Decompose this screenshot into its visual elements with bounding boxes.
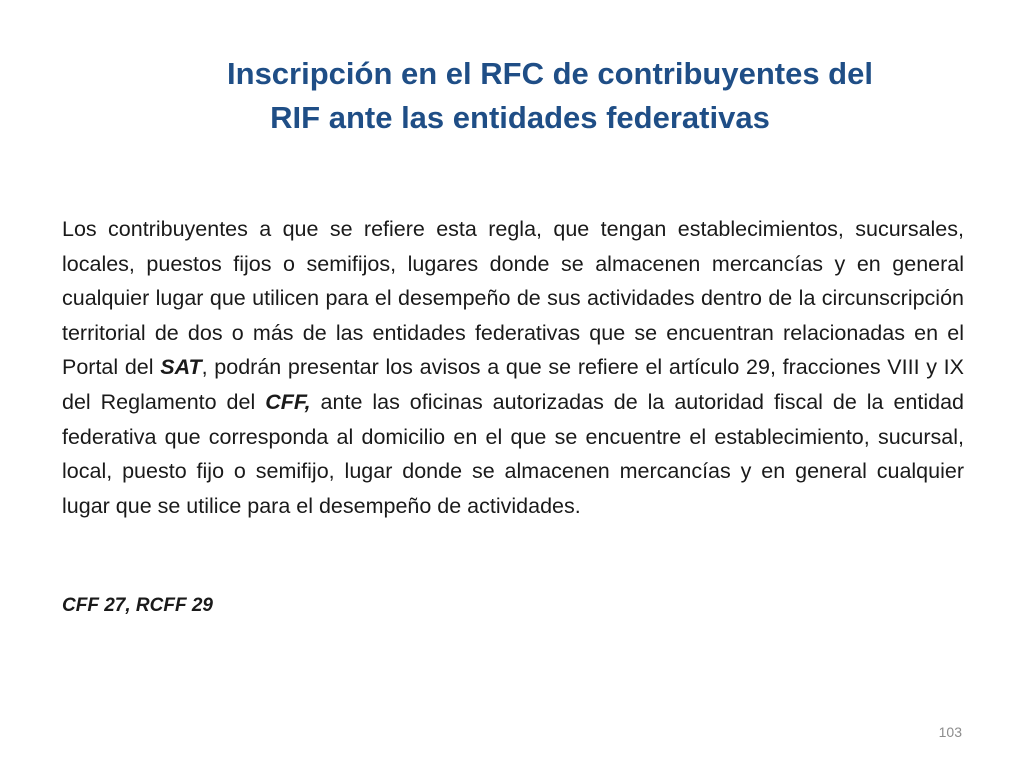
- legal-reference: CFF 27, RCFF 29: [62, 595, 213, 616]
- paragraph-text-part-2: , podrán presentar los avisos a que se refiere el artículo 29, fracciones VIII y IX del Reglamento del: [62, 355, 964, 414]
- title-line-2: RIF ante las entidades federativas: [270, 100, 770, 135]
- cff-emphasis: CFF,: [265, 389, 311, 414]
- paragraph-text-part-1: Los contribuyentes a que se refiere esta regla, que tengan establecimientos, sucursales, locales, puestos fijos o semifijos, lugares donde se almacenen mercancías y en general cualquier lugar que utilicen para el desempeño de sus actividades dentro de la circunscripción territorial de dos o más de las entidades federativas que se encuentran relacionadas en el Portal del: [62, 217, 964, 380]
- slide-title: [150, 52, 950, 140]
- sat-emphasis: SAT: [160, 355, 202, 380]
- page-number: 103: [938, 724, 962, 740]
- title-line-1: Inscripción en el RFC de contribuyentes del: [227, 56, 873, 91]
- paragraph-text-part-3: ante las oficinas autorizadas de la autoridad fiscal de la entidad federativa que corresponda al domicilio en el que se encuentre el establecimiento, sucursal, local, puesto fijo o semifijo, lugar donde se almacenen mercancías y en general cualquier lugar que se utilice para el desempeño de actividades.: [62, 389, 965, 518]
- body-paragraph: [62, 212, 964, 523]
